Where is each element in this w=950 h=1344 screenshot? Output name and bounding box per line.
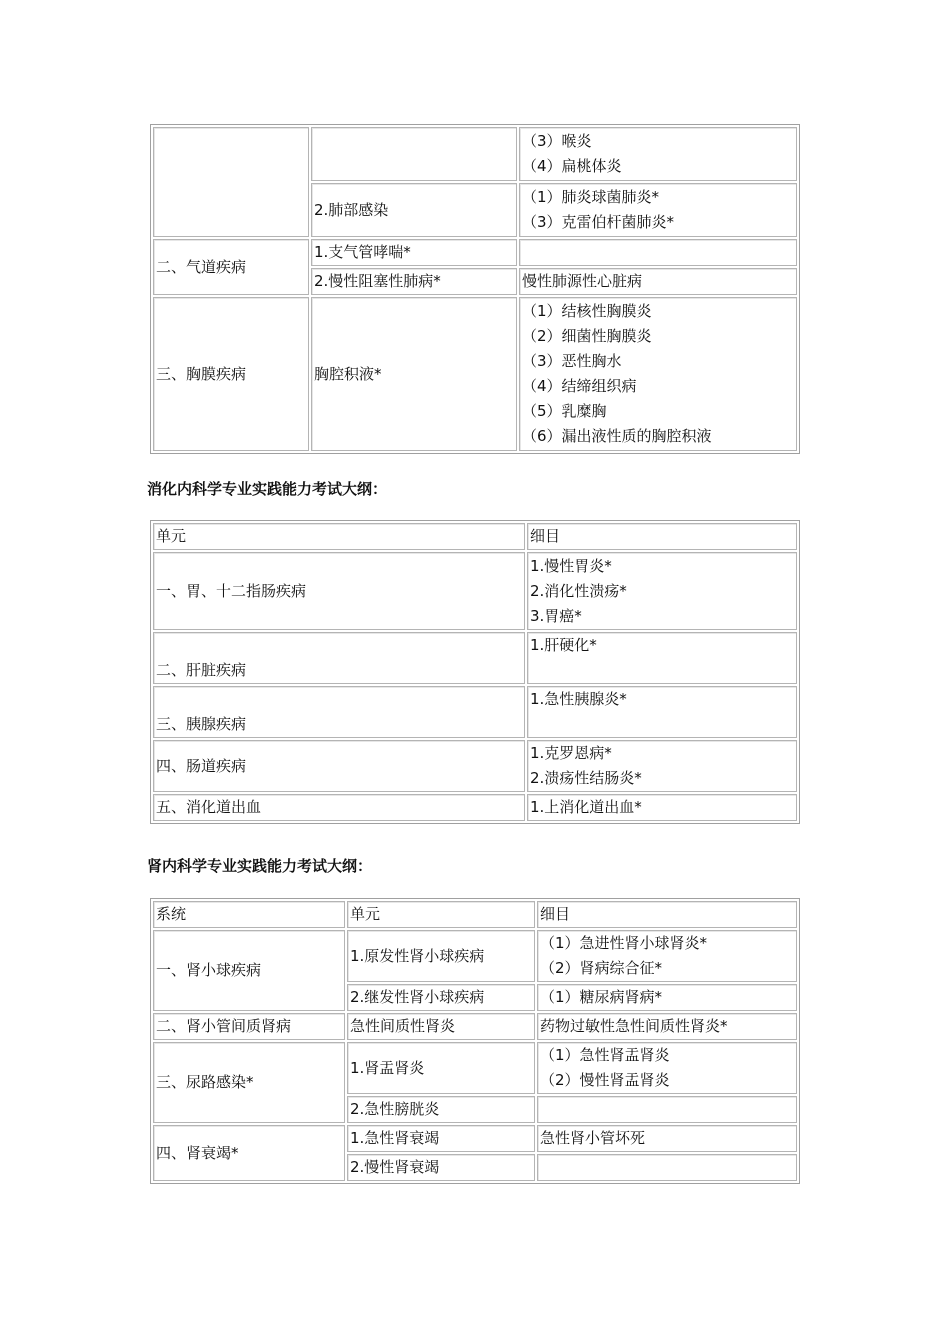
detail-line: 急性肾小管坏死 — [540, 1129, 646, 1147]
details-cell — [519, 297, 797, 451]
unit-cell: 2.慢性肾衰竭 — [347, 1154, 535, 1181]
detail-line: （1）结核性胸膜炎 — [522, 302, 652, 320]
table-row — [153, 740, 797, 792]
detail-line: （2）肾病综合征* — [540, 959, 663, 977]
table-row — [153, 127, 797, 181]
details-cell — [527, 794, 797, 821]
detail-line: （2）慢性肾盂肾炎 — [540, 1071, 670, 1089]
detail-line: 1.上消化道出血* — [530, 798, 642, 816]
header-details: 细目 — [527, 523, 797, 550]
details-cell — [519, 127, 797, 181]
system-cell: 三、尿路感染* — [153, 1042, 345, 1123]
details-cell — [527, 552, 797, 630]
detail-line: （1）急性肾盂肾炎 — [540, 1046, 670, 1064]
detail-line: 1.急性胰腺炎* — [530, 690, 627, 708]
respiratory-outline-table — [150, 124, 800, 454]
detail-line: （3）恶性胸水 — [522, 352, 622, 370]
details-cell — [527, 632, 797, 684]
detail-line: （3）喉炎 — [522, 132, 592, 150]
unit-cell: 三、胸膜疾病 — [153, 297, 309, 451]
detail-line: 3.胃癌* — [530, 606, 582, 625]
table-row — [153, 930, 797, 982]
details-cell — [519, 183, 797, 237]
detail-line: （3）克雷伯杆菌肺炎* — [522, 213, 675, 231]
detail-line: 1.克罗恩病* — [530, 744, 612, 762]
table-row — [153, 794, 797, 821]
nephrology-section-heading: 肾内科学专业实践能力考试大纲： — [147, 857, 373, 875]
details-cell — [519, 268, 797, 295]
details-cell — [537, 1013, 797, 1040]
digestive-section-heading: 消化内科学专业实践能力考试大纲： — [147, 480, 388, 498]
unit-cell — [153, 127, 309, 237]
detail-line: 1.肝硬化* — [530, 636, 597, 654]
details-cell — [537, 984, 797, 1011]
digestive-outline-table — [150, 520, 800, 824]
table-row — [153, 1013, 797, 1040]
table-row — [153, 297, 797, 451]
header-unit: 单元 — [153, 523, 525, 550]
table-row — [153, 1042, 797, 1094]
detail-line: 2.消化性溃疡* — [530, 581, 627, 600]
unit-cell: 二、气道疾病 — [153, 239, 309, 295]
unit-cell: 1.急性肾衰竭 — [347, 1125, 535, 1152]
item-cell: 2.慢性阻塞性肺病* — [311, 268, 517, 295]
table-header-row — [153, 523, 797, 550]
unit-cell: 2.继发性肾小球疾病 — [347, 984, 535, 1011]
unit-cell: 五、消化道出血 — [153, 794, 525, 821]
detail-line: （4）扁桃体炎 — [522, 157, 622, 175]
unit-cell: 2.急性膀胱炎 — [347, 1096, 535, 1123]
details-cell — [537, 930, 797, 982]
detail-line: （5）乳糜胸 — [522, 402, 607, 420]
detail-line: （2）细菌性胸膜炎 — [522, 327, 652, 345]
detail-line: 慢性肺源性心脏病 — [522, 272, 643, 290]
details-cell — [537, 1096, 797, 1123]
table-row — [153, 632, 797, 684]
details-cell — [527, 740, 797, 792]
unit-cell: 一、胃、十二指肠疾病 — [153, 552, 525, 630]
detail-line: （4）结缔组织病 — [522, 377, 637, 395]
table-row — [153, 686, 797, 738]
detail-line: （1）急进性肾小球肾炎* — [540, 934, 708, 952]
detail-line: 1.慢性胃炎* — [530, 556, 612, 575]
details-cell — [527, 686, 797, 738]
details-cell — [537, 1154, 797, 1181]
header-details: 细目 — [537, 901, 797, 928]
unit-cell: 急性间质性肾炎 — [347, 1013, 535, 1040]
detail-line: （1）肺炎球菌肺炎* — [522, 188, 660, 206]
unit-cell: 1.肾盂肾炎 — [347, 1042, 535, 1094]
details-cell — [537, 1042, 797, 1094]
detail-line: 药物过敏性急性间质性肾炎* — [540, 1017, 728, 1035]
table-row — [153, 1125, 797, 1152]
header-unit: 单元 — [347, 901, 535, 928]
header-system: 系统 — [153, 901, 345, 928]
system-cell: 一、肾小球疾病 — [153, 930, 345, 1011]
system-cell: 四、肾衰竭* — [153, 1125, 345, 1181]
system-cell: 二、肾小管间质肾病 — [153, 1013, 345, 1040]
nephrology-outline-table — [150, 898, 800, 1184]
item-cell: 1.支气管哮喘* — [311, 239, 517, 266]
item-cell: 2.肺部感染 — [311, 183, 517, 237]
detail-line: （6）漏出液性质的胸腔积液 — [522, 427, 712, 445]
item-cell: 胸腔积液* — [311, 297, 517, 451]
unit-cell: 二、肝脏疾病 — [153, 632, 525, 684]
table-header-row — [153, 901, 797, 928]
detail-line: （1）糖尿病肾病* — [540, 988, 663, 1006]
table-row — [153, 552, 797, 630]
detail-line: 2.溃疡性结肠炎* — [530, 769, 642, 787]
item-cell — [311, 127, 517, 181]
details-cell — [519, 239, 797, 266]
unit-cell: 1.原发性肾小球疾病 — [347, 930, 535, 982]
unit-cell: 三、胰腺疾病 — [153, 686, 525, 738]
table-row — [153, 239, 797, 266]
details-cell — [537, 1125, 797, 1152]
unit-cell: 四、肠道疾病 — [153, 740, 525, 792]
